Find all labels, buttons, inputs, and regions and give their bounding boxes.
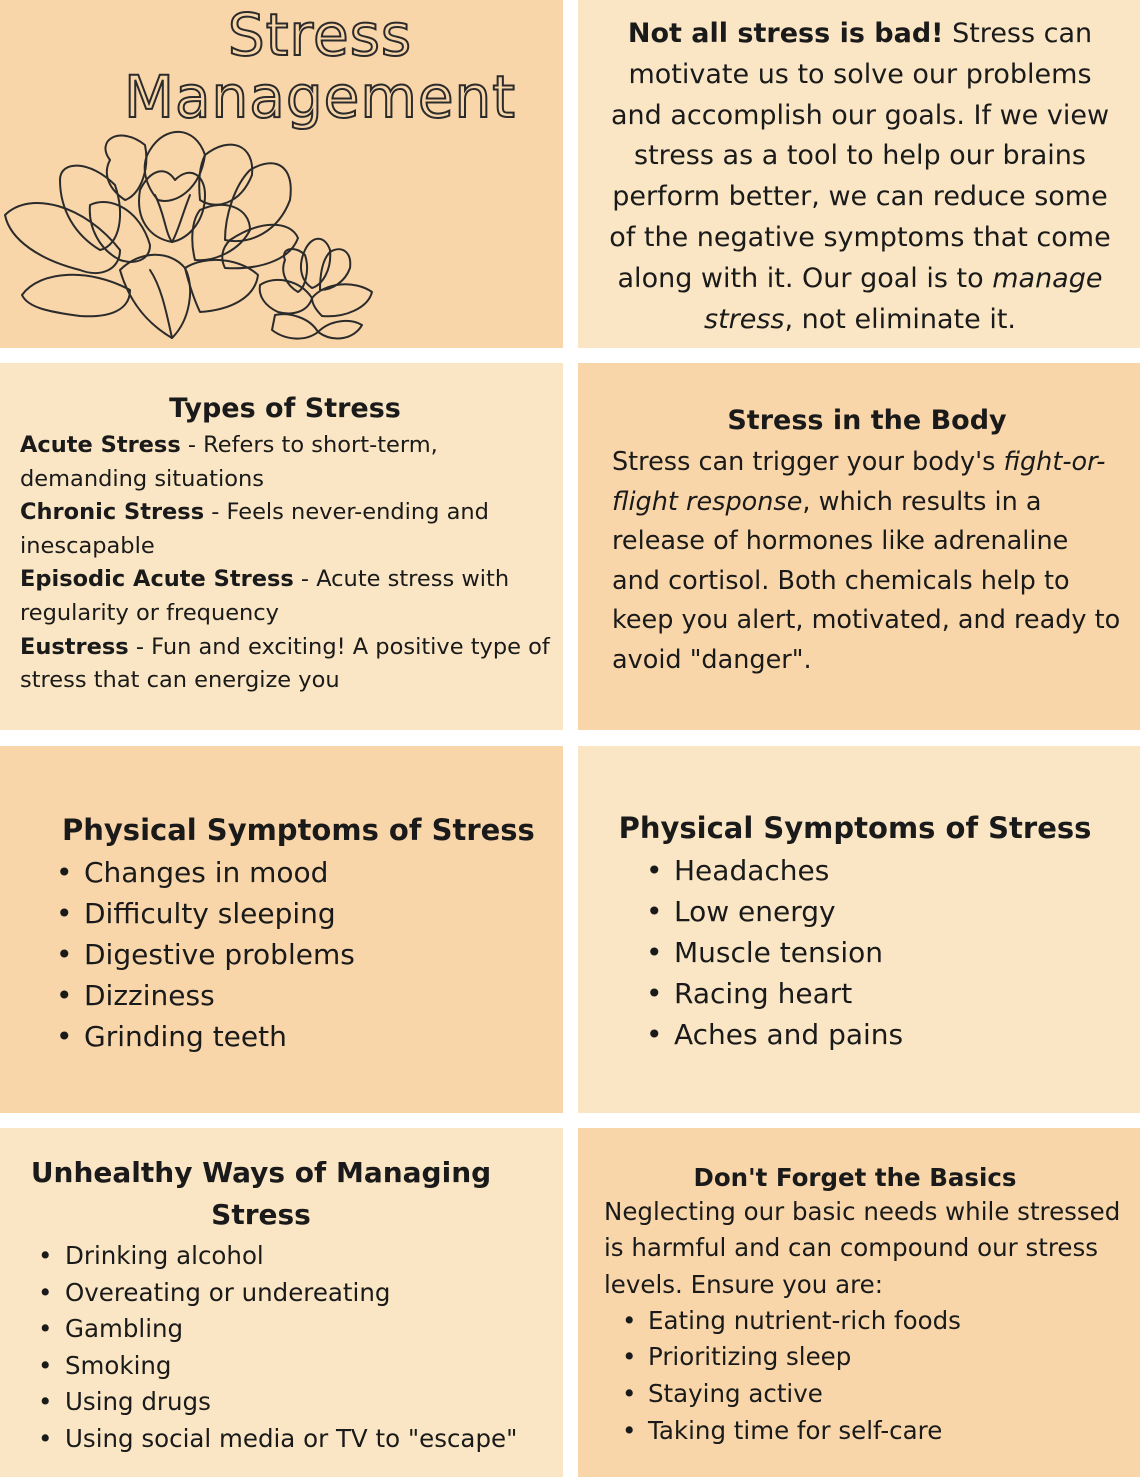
list-item: • Staying active bbox=[622, 1376, 1124, 1413]
lotus-flower-icon bbox=[0, 120, 400, 348]
title-panel bbox=[0, 0, 563, 348]
intro-bold-lead: Not all stress is bad! bbox=[627, 18, 944, 49]
list-item: • Gambling bbox=[38, 1311, 540, 1348]
unhealthy-list bbox=[38, 1238, 540, 1458]
list-item: • Digestive problems bbox=[56, 934, 540, 975]
basics-list bbox=[622, 1303, 1124, 1449]
type-description: Acute stress with regularity or frequency bbox=[20, 566, 510, 626]
list-item: • Taking time for self-care bbox=[622, 1413, 1124, 1450]
type-separator: - bbox=[180, 432, 204, 458]
type-item bbox=[20, 496, 550, 563]
type-item bbox=[20, 429, 550, 496]
symptoms-left-heading: Physical Symptoms of Stress bbox=[62, 813, 535, 847]
basics-panel bbox=[578, 1128, 1140, 1477]
type-term: Eustress bbox=[20, 633, 129, 660]
intro-panel bbox=[578, 0, 1140, 348]
types-panel bbox=[0, 363, 563, 730]
body-paragraph bbox=[612, 443, 1122, 681]
body-panel bbox=[578, 363, 1140, 730]
type-description: Refers to short-term, demanding situations bbox=[20, 432, 438, 492]
intro-italic-phrase: manage stress bbox=[704, 262, 1103, 335]
list-item: • Dizziness bbox=[56, 975, 540, 1016]
intro-text-part2: , not eliminate it. bbox=[784, 303, 1016, 335]
list-item: • Using social media or TV to "escape" bbox=[38, 1421, 540, 1458]
body-text-part2: , which results in a release of hormones like adrenaline and cortisol. Both chemicals help to keep you alert, motivated, and ready to avoid "danger". bbox=[612, 486, 1121, 675]
type-description: Fun and exciting! A positive type of stress that can energize you bbox=[20, 633, 550, 694]
type-separator: - bbox=[293, 566, 317, 593]
basics-intro: Neglecting our basic needs while stressed is harmful and can compound our stress levels. Ensure you are: bbox=[604, 1197, 1121, 1299]
list-item: • Aches and pains bbox=[646, 1014, 1120, 1055]
list-item: • Grinding teeth bbox=[56, 1016, 540, 1057]
basics-heading: Don't Forget the Basics bbox=[693, 1163, 1017, 1192]
list-item: • Smoking bbox=[38, 1348, 540, 1385]
type-item bbox=[20, 631, 550, 698]
page-title-line2: Management bbox=[123, 63, 517, 131]
symptoms-left-list bbox=[56, 852, 540, 1057]
body-heading: Stress in the Body bbox=[727, 405, 1007, 436]
intro-paragraph bbox=[600, 14, 1120, 340]
symptoms-left-panel bbox=[0, 746, 563, 1113]
page-title-line1: Stress bbox=[227, 1, 413, 69]
list-item: • Muscle tension bbox=[646, 932, 1120, 973]
type-item bbox=[20, 563, 550, 630]
list-item: • Racing heart bbox=[646, 973, 1120, 1014]
list-item: • Headaches bbox=[646, 850, 1120, 891]
list-item: • Prioritizing sleep bbox=[622, 1339, 1124, 1376]
symptoms-right-heading: Physical Symptoms of Stress bbox=[618, 811, 1092, 845]
list-item: • Using drugs bbox=[38, 1384, 540, 1421]
list-item: • Overeating or undereating bbox=[38, 1275, 540, 1312]
body-text-part1: Stress can trigger your body's bbox=[612, 447, 1004, 477]
intro-text-part1: Stress can motivate us to solve our problems and accomplish our goals. If we view stress as a tool to help our brains perform better, we can reduce some of the negative symptoms that come along with it. Our goal is to bbox=[609, 18, 1111, 294]
list-item: • Drinking alcohol bbox=[38, 1238, 540, 1275]
type-separator: - bbox=[204, 499, 227, 526]
types-heading: Types of Stress bbox=[169, 393, 401, 424]
list-item: • Eating nutrient-rich foods bbox=[622, 1303, 1124, 1340]
type-description: Feels never-ending and inescapable bbox=[20, 499, 489, 559]
body-italic-phrase: fight-or-flight response bbox=[612, 447, 1106, 517]
type-term: Episodic Acute Stress bbox=[20, 566, 294, 593]
list-item: • Changes in mood bbox=[56, 852, 540, 893]
list-item: • Low energy bbox=[646, 891, 1120, 932]
unhealthy-heading: Unhealthy Ways of Managing Stress bbox=[30, 1156, 492, 1231]
list-item: • Difficulty sleeping bbox=[56, 893, 540, 934]
symptoms-right-list bbox=[646, 850, 1120, 1055]
type-separator: - bbox=[128, 633, 152, 660]
unhealthy-panel bbox=[0, 1128, 563, 1477]
type-term: Acute Stress bbox=[20, 432, 181, 458]
symptoms-right-panel bbox=[578, 746, 1140, 1113]
type-term: Chronic Stress bbox=[20, 499, 205, 526]
